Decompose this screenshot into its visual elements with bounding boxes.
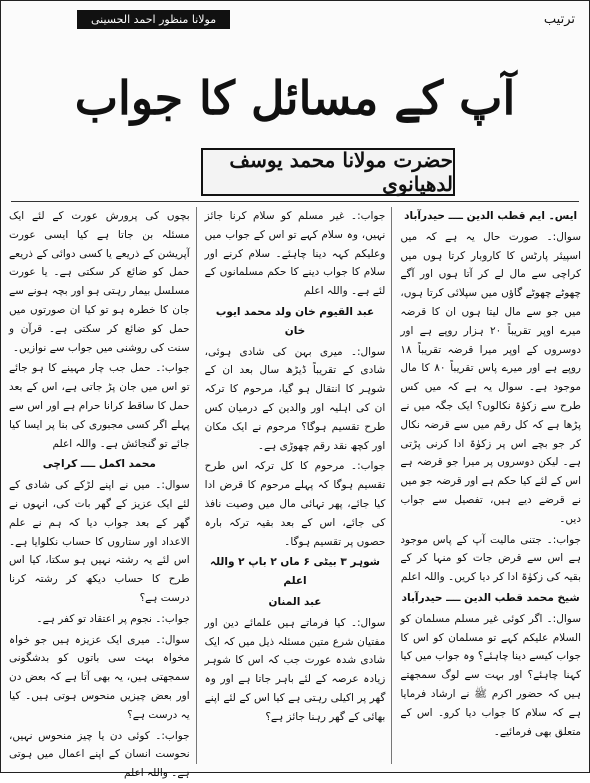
question-text: بچوں کی پرورش عورت کے لئے ایک مسئلہ بن جاتا ہے کیا ایسی عورت آپریشن کے ذریعے یا کسی دوائی کے ذریعے حمل کو ضائع کر سکتی ہے۔ یا عورت مسلسل بیمار رہتی ہو اور بچہ ہونے سے جان کا خطرہ ہو تو کیا ان صورتوں میں حمل کو ضائع کر سکتی ہے۔ قرآن و سنت کی روشنی میں جواب سے نوازیں۔	[8, 210, 190, 354]
questioner-name: شیخ محمد قطب الدین ــــ حیدرآباد	[401, 591, 580, 604]
compiler-byline: مولانا منظور احمد الحسینی	[77, 10, 230, 29]
section-label: ترتیب	[543, 11, 575, 27]
page-header	[7, 7, 583, 31]
question-text: سوال:۔ میری بہن کی شادی ہوئی، شادی کے تقریباً ڈیڑھ سال بعد ان کے شوہر کا انتقال ہو گیا، مرحوم کا ترکہ ان کی اہلیہ اور والدین کے درمیان کس طرح تقسیم ہوگا؟ مرحوم نے ایک مکان اور کچھ نقد رقم چھوڑی ہے۔	[204, 345, 386, 452]
inheritance-shares: شوہر ۳ بیٹی ۶ ماں ۲ باپ ۲ واللہ اعلم	[209, 556, 380, 588]
questioner-name: عبد القیوم خان ولد محمد ایوب خان	[215, 305, 375, 337]
question-text: سوال:۔ صورت حال یہ ہے کہ میں اسپیئر پارٹس کا کاروبار کرتا ہوں میں کراچی سے مال لے کر آتا ہوں اور آگے چھوٹے چھوٹے گاؤں میں سپلائی کرتا ہوں، میں جو سے مال لیتا ہوں ان کا قرضہ میرے اوپر تقریباً ۲۰ ہزار روپے ہے اور دوسروں کے اوپر میرا قرضہ تقریباً ۱۸ روپے ہے اور میرے پاس تقریباً ۸۰ کا مال موجود ہے۔ سوال یہ ہے کہ میں کس طرح سے زکوٰۃ نکالوں؟ ایک جگہ میں نے پڑھا ہے کہ کل رقم میں سے قرضہ نکال کر جو بچے اس پر زکوٰۃ ادا کرنی پڑتی ہے۔ لیکن دوسروں پر میرا جو قرضہ ہے اس کے لئے کیا حکم ہے اور قرضہ جو میں نے قرضے دیے ہیں، تفصیل سے جواب دیں۔	[400, 230, 582, 525]
column-middle	[205, 207, 393, 764]
questioner-name: ایس۔ ایم قطب الدین ــــ حیدرآباد	[404, 210, 578, 222]
article-columns	[8, 207, 582, 780]
questioner-name: محمد اکمل ــــ کراچی	[42, 458, 156, 471]
header-rule	[11, 201, 579, 202]
column-left	[8, 207, 197, 780]
answer-text: جواب:۔ کوئی دن یا چیز منحوس نہیں، نحوست انسان کے اپنے اعمال میں ہوتی ہے۔ واللہ اعلم	[8, 729, 190, 780]
answer-text: جواب:۔ مرحوم کا کل ترکہ اس طرح تقسیم ہوگا کہ پہلے مرحوم کا قرض ادا کیا جائے، پھر تہائی مال میں وصیت نافذ کی جائے، اس کے بعد بقیہ ترکہ بارہ حصوں پر تقسیم ہوگا۔	[204, 460, 386, 548]
answer-text: جواب:۔ جتنی مالیت آپ کے پاس موجود ہے اس سے قرض جات کو منہا کر کے بقیہ کی زکوٰۃ ادا کر دیا کریں۔ واللہ اعلم	[400, 533, 581, 584]
answer-text: جواب:۔ حمل جب چار مہینے کا ہو جائے تو اس میں جان پڑ جاتی ہے، اس کے بعد حمل کا ساقط کرانا حرام ہے اور اس سے پہلے اگر کسی مجبوری کی بنا پر ایسا کیا جائے تو گنجائش ہے۔ واللہ اعلم	[8, 362, 190, 450]
question-text: سوال:۔ کیا فرماتے ہیں علمائے دین اور مفتیان شرع متین مسئلہ ذیل میں کہ ایک شادی شدہ عورت جب کہ اس کا شوہر زیادہ عرصہ کے لئے باہر جاتا ہے اور وہ گھر پر اکیلی رہتی ہے کیا اس کے لئے اپنے بھائی کے گھر رہنا جائز ہے؟	[204, 616, 386, 723]
questioner-name: عبد المنان	[268, 595, 322, 608]
answer-text: جواب:۔ نجوم پر اعتقاد تو کفر ہے۔	[36, 612, 190, 625]
question-text: سوال:۔ میری ایک عزیزہ ہیں جو خواہ مخواہ بہت سی باتوں کو بدشگونی سمجھتی ہیں، یہ بھی آتا ہے کہ بعض دن اور بعض چیزیں منحوس ہوتی ہیں۔ کیا یہ درست ہے؟	[8, 633, 190, 721]
column-right	[400, 207, 581, 764]
question-text: سوال:۔ میں نے اپنے لڑکے کی شادی کے لئے ایک عزیز کے گھر بات کی، انہوں نے گھر کے بعد جواب دیا کہ ہم نے علم الاعداد اور ستاروں کا حساب نکلوایا ہے۔ اس لئے یہ رشتہ نہیں ہو سکتا، کیا اس طرح کا حساب دیکھ کر رشتہ کرنا درست ہے؟	[8, 479, 190, 604]
answer-text: جواب:۔ غیر مسلم کو سلام کرنا جائز نہیں، وہ سلام کہے تو اس کے جواب میں وعلیکم کہہ دینا چاہئے۔ سلام کرنے اور سلام کا جواب دینے کا حکم مسلمانوں کے لئے ہے۔ واللہ اعلم	[204, 210, 386, 298]
question-text: سوال:۔ اگر کوئی غیر مسلم مسلمان کو السلام علیکم کہے تو مسلمان کو اس کا جواب کیسے دینا چاہئے؟ وہ جواب میں کیا کہنا چاہئے؟ اور بہت سے لوگ سمجھتے ہیں کہ حضور اکرم ﷺ نے ارشاد فرمایا ہے کہ سلام کا جواب دیا کرو۔ اس کے متعلق بھی فرمائیے۔	[400, 612, 581, 738]
scholar-name-box	[201, 148, 455, 196]
page-title: آپ کے مسائل کا جواب	[74, 71, 516, 125]
scholar-name: حضرت مولانا محمد یوسف لدھیانوی	[229, 148, 453, 196]
